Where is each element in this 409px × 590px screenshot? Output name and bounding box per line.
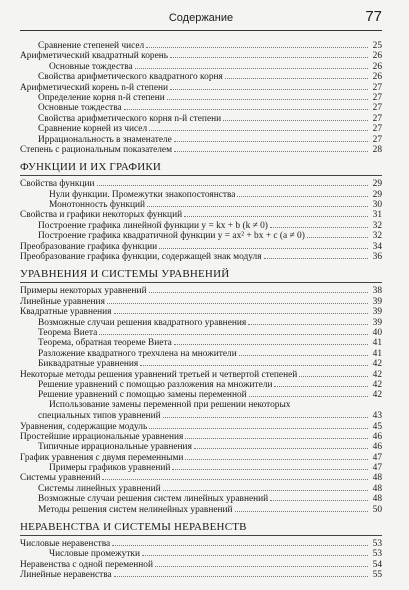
toc-entry-page: 41: [372, 348, 382, 359]
dot-leader: [174, 144, 368, 152]
toc-entry-title: Примеры графиков уравнений: [49, 463, 171, 474]
toc-entry-title: Свойства и графики некоторых функций: [20, 210, 183, 221]
toc-entry-page: 29: [372, 189, 382, 200]
toc-entry-title: Некоторые методы решения уравнений третьей и четвертой степеней: [20, 369, 298, 380]
section-title-inequalities: НЕРАВЕНСТВА И СИСТЕМЫ НЕРАВЕНСТВ: [20, 520, 382, 536]
dot-leader: [167, 92, 368, 100]
dot-leader: [174, 134, 368, 142]
toc-entry: [20, 569, 382, 579]
dot-leader: [299, 369, 368, 377]
toc-entry: [20, 241, 382, 251]
toc-entry: [20, 113, 382, 123]
dot-leader: [155, 559, 368, 567]
toc-entry-page: 39: [372, 317, 382, 328]
toc-entry-page: 48: [372, 483, 382, 494]
dot-leader: [237, 189, 368, 197]
toc-entry-page: 31: [372, 210, 382, 221]
toc-entry: [20, 389, 382, 399]
toc-entry-title: Возможные случаи решения квадратного уравнения: [38, 317, 247, 328]
dot-leader: [292, 400, 380, 407]
toc-entry-page: 27: [372, 92, 382, 103]
toc-entry-title: Основные тождества: [49, 61, 133, 72]
toc-entry-title: Преобразование графика функции: [20, 241, 158, 252]
dot-leader: [270, 220, 368, 228]
toc-entry-title: Монотонность функций: [49, 200, 146, 211]
toc-entry: [20, 431, 382, 441]
dot-leader: [124, 102, 368, 110]
page-header: [20, 8, 382, 31]
toc-entry-title: Степень с рациональным показателем: [20, 144, 173, 155]
dot-leader: [159, 241, 368, 249]
toc-entry-title: Арифметический корень n-й степени: [20, 82, 169, 93]
toc-entry: [20, 472, 382, 482]
toc-entry-title: Возможные случаи решения систем линейных уравнений: [38, 494, 269, 505]
toc-entry: [20, 92, 382, 102]
toc-entry-page: 50: [372, 504, 382, 515]
toc-entry: [20, 358, 382, 368]
toc-entry-page: 26: [372, 61, 382, 72]
dot-leader: [248, 317, 368, 325]
table-of-contents: [20, 40, 382, 580]
toc-entry-page: 32: [372, 231, 382, 242]
dot-leader: [274, 379, 368, 387]
toc-entry-page: 53: [372, 539, 382, 550]
toc-entry: [20, 400, 382, 410]
section-title-equations: УРАВНЕНИЯ И СИСТЕМЫ УРАВНЕНИЙ: [20, 267, 382, 283]
toc-entry-title: Основные тождества: [38, 103, 122, 114]
toc-entry: [20, 144, 382, 154]
toc-entry-page: 27: [372, 103, 382, 114]
toc-entry-page: 47: [372, 452, 382, 463]
toc-entry-page: 27: [372, 124, 382, 135]
dot-leader: [194, 441, 368, 449]
toc-entry: [20, 82, 382, 92]
dot-leader: [102, 472, 368, 480]
toc-entry-title: Неравенства с одной переменной: [20, 559, 154, 570]
toc-entry: [20, 548, 382, 558]
toc-entry: [20, 71, 382, 81]
toc-entry-title: Квадратные уравнения: [20, 307, 112, 318]
toc-entry-page: 53: [372, 549, 382, 560]
toc-entry-title: Теорема Виета: [38, 327, 98, 338]
toc-entry: [20, 348, 382, 358]
toc-entry: [20, 462, 382, 472]
dot-leader: [142, 548, 368, 556]
dot-leader: [170, 82, 368, 90]
toc-entry: [20, 230, 382, 240]
dot-leader: [163, 483, 368, 491]
dot-leader: [270, 493, 368, 501]
toc-entry-title: Решение уравнений с помощью разложения на множители: [38, 379, 273, 390]
toc-entry: [20, 327, 382, 337]
toc-entry-page: 39: [372, 307, 382, 318]
toc-entry-title: Разложение квадратного трехчлена на множители: [38, 348, 237, 359]
toc-entry-title: Сравнение корней из чисел: [38, 124, 148, 135]
dot-leader: [114, 569, 368, 577]
toc-entry-title: Теорема, обратная теореме Виета: [38, 338, 172, 349]
toc-entry: [20, 285, 382, 295]
toc-block-powers-roots: [20, 40, 382, 154]
toc-entry-title: Иррациональность в знаменателе: [38, 134, 172, 145]
dot-leader: [140, 358, 368, 366]
toc-entry-page: 28: [372, 144, 382, 155]
toc-entry-title: Сравнение степеней чисел: [38, 41, 145, 51]
toc-entry: [20, 452, 382, 462]
dot-leader: [239, 348, 368, 356]
toc-entry-title: Построение графика линейной функции y = kx + b (k ≠ 0): [38, 220, 268, 231]
toc-entry: [20, 134, 382, 144]
toc-entry-page: 54: [372, 559, 382, 570]
toc-entry-page: 36: [372, 252, 382, 263]
toc-entry-page: 26: [372, 72, 382, 83]
toc-entry-page: 30: [372, 200, 382, 211]
toc-entry-page: 39: [372, 296, 382, 307]
dot-leader: [149, 421, 368, 429]
toc-entry-page: 46: [372, 431, 382, 442]
toc-entry-title: Преобразование графика функции, содержащей знак модуля: [20, 252, 262, 263]
dot-leader: [225, 71, 368, 79]
dot-leader: [147, 199, 368, 207]
dot-leader: [264, 251, 368, 259]
toc-entry: [20, 251, 382, 261]
dot-leader: [163, 410, 368, 418]
toc-entry: [20, 337, 382, 347]
toc-entry-title: Простейшие иррациональные уравнения: [20, 431, 184, 442]
dot-leader: [185, 431, 368, 439]
toc-entry: [20, 317, 382, 327]
toc-entry-page: 26: [372, 51, 382, 62]
toc-entry-page: 55: [372, 570, 382, 581]
dot-leader: [149, 123, 368, 131]
toc-entry: [20, 538, 382, 548]
toc-entry-title: Числовые промежутки: [49, 549, 141, 560]
dot-leader: [170, 50, 368, 58]
toc-entry-page: 25: [372, 41, 382, 51]
toc-entry-page: 42: [372, 379, 382, 390]
dot-leader: [107, 296, 368, 304]
toc-entry: [20, 421, 382, 431]
toc-entry-title: Методы решения систем нелинейных уравнений: [38, 504, 233, 515]
toc-entry: [20, 493, 382, 503]
dot-leader: [146, 40, 368, 48]
toc-entry-title: Нули функции. Промежутки знакопостоянства: [49, 189, 236, 200]
dot-leader: [97, 178, 368, 186]
toc-entry-title: Числовые неравенства: [20, 539, 111, 550]
toc-entry: [20, 220, 382, 230]
toc-entry: [20, 209, 382, 219]
dot-leader: [172, 462, 368, 470]
toc-entry: [20, 61, 382, 71]
dot-leader: [114, 306, 369, 314]
toc-entry: [20, 178, 382, 188]
toc-entry-title: Определение корня n-й степени: [38, 92, 165, 103]
dot-leader: [235, 504, 368, 512]
dot-leader: [249, 389, 368, 397]
toc-entry-page: 48: [372, 473, 382, 484]
toc-entry-page: 29: [372, 179, 382, 190]
dot-leader: [185, 452, 368, 460]
toc-entry-title: Построение графика квадратичной функции y = ax² + bx + c (a ≠ 0): [38, 231, 305, 242]
toc-entry-page: 42: [372, 359, 382, 370]
toc-entry-page: 42: [372, 390, 382, 401]
toc-entry-title: Свойства арифметического корня n-й степени: [38, 113, 222, 124]
toc-entry: [20, 441, 382, 451]
dot-leader: [112, 538, 368, 546]
toc-entry: [20, 199, 382, 209]
dot-leader: [184, 209, 368, 217]
toc-entry-title: Уравнения, содержащие модуль: [20, 421, 148, 432]
toc-entry: [20, 50, 382, 60]
toc-entry: [20, 306, 382, 316]
toc-entry-title: Свойства функции: [20, 179, 95, 190]
dot-leader: [307, 230, 368, 238]
toc-entry: [20, 369, 382, 379]
toc-block-equations: [20, 285, 382, 514]
toc-entry-title: Типичные иррациональные уравнения: [38, 442, 192, 453]
dot-leader: [135, 61, 368, 69]
toc-entry: [20, 559, 382, 569]
toc-entry-page: 42: [372, 369, 382, 380]
toc-entry: [20, 123, 382, 133]
toc-entry-page: 45: [372, 421, 382, 432]
dot-leader: [174, 337, 368, 345]
toc-entry-title: Решение уравнений с помощью замены переменной: [38, 390, 247, 401]
toc-entry-page: 27: [372, 134, 382, 145]
toc-entry: [20, 504, 382, 514]
toc-entry: [20, 189, 382, 199]
toc-entry-page: 27: [372, 113, 382, 124]
toc-entry: [20, 296, 382, 306]
toc-entry: [20, 410, 382, 420]
toc-entry-title: Примеры некоторых уравнений: [20, 286, 147, 297]
toc-entry-title: Линейные неравенства: [20, 570, 112, 581]
toc-entry-title: Системы уравнений: [20, 473, 101, 484]
section-title-functions: ФУНКЦИИ И ИХ ГРАФИКИ: [20, 160, 382, 176]
dot-leader: [149, 285, 368, 293]
toc-block-inequalities: [20, 538, 382, 580]
toc-block-functions: [20, 178, 382, 261]
toc-entry-title: Арифметический квадратный корень: [20, 51, 169, 62]
toc-entry: [20, 483, 382, 493]
toc-entry: [20, 102, 382, 112]
toc-entry-title: Свойства арифметического квадратного корня: [38, 72, 223, 83]
toc-entry-page: 46: [372, 442, 382, 453]
toc-entry-page: 43: [372, 411, 382, 422]
toc-entry: [20, 379, 382, 389]
dot-leader: [223, 113, 368, 121]
toc-entry-page: 38: [372, 286, 382, 297]
toc-entry-title: График уравнения с двумя переменными: [20, 452, 184, 463]
toc-entry-title: Биквадратные уравнения: [38, 359, 139, 370]
toc-entry-page: 32: [372, 220, 382, 231]
dot-leader: [99, 327, 368, 335]
toc-entry-page: 47: [372, 463, 382, 474]
toc-entry-title: Линейные уравнения: [20, 296, 105, 307]
toc-entry-page: 48: [372, 494, 382, 505]
toc-entry-page: 41: [372, 338, 382, 349]
page-header-title: Содержание: [168, 12, 234, 24]
toc-entry-page: 40: [372, 327, 382, 338]
page-number: 77: [365, 8, 382, 25]
toc-entry-page: 34: [372, 241, 382, 252]
toc-entry-page: 27: [372, 82, 382, 93]
toc-entry: [20, 40, 382, 50]
toc-entry-title: Системы линейных уравнений: [38, 483, 161, 494]
toc-entry-title: Использование замены переменной при решении некоторых: [49, 399, 291, 410]
toc-entry-title: специальных типов уравнений: [38, 411, 161, 422]
